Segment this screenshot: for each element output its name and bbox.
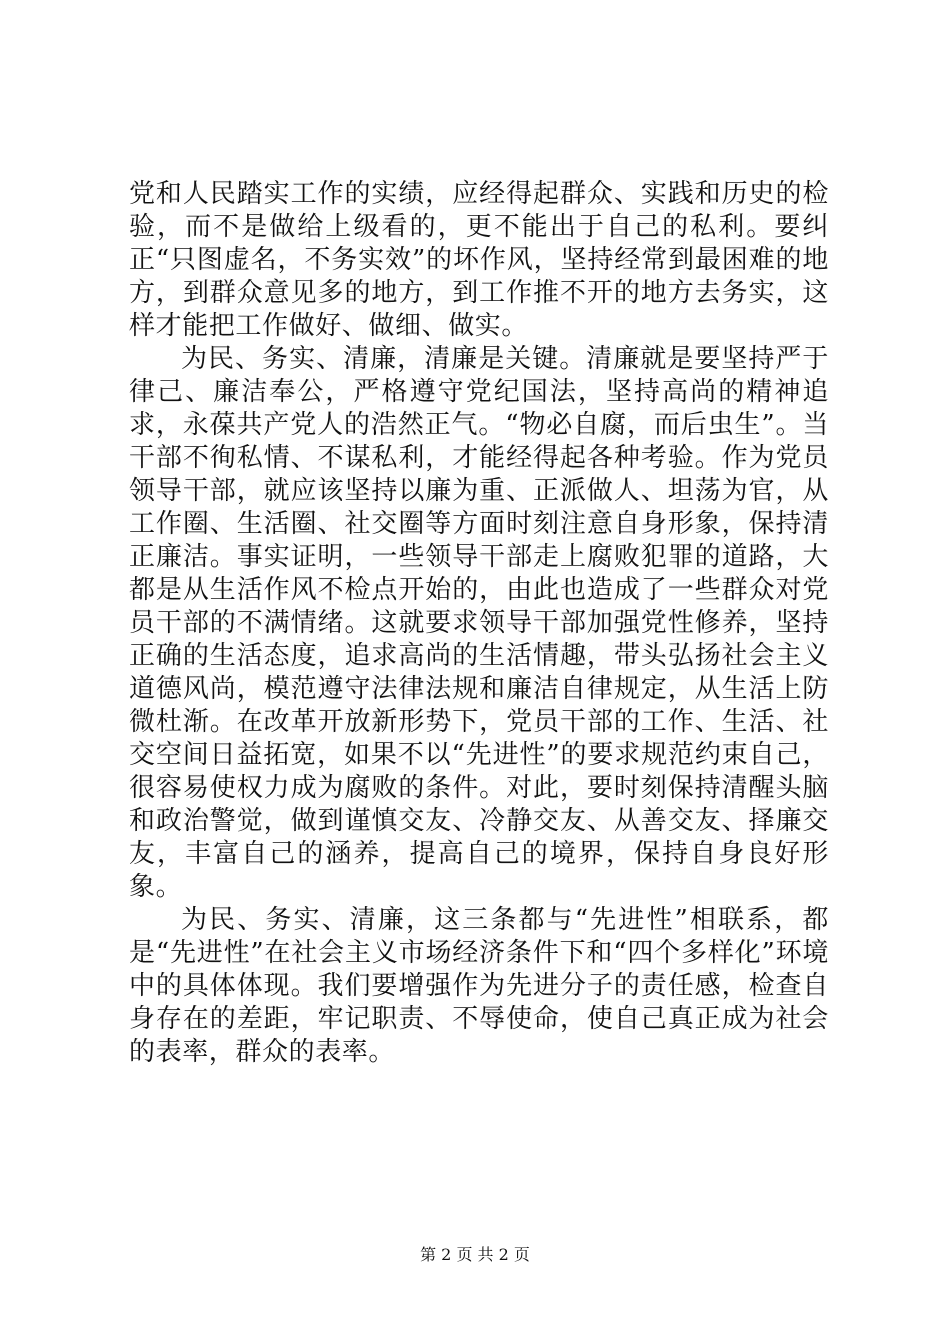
document-body	[129, 178, 829, 1069]
paragraph-3: 为民、务实、清廉，这三条都与“先进性”相联系，都是“先进性”在社会主义市场经济条件下和“四个多样化”环境中的具体体现。我们要增强作为先进分子的责任感，检查自身存在的差距，牢记职责、不辱使命，使自己真正成为社会的表率，群众的表率。	[129, 905, 829, 1067]
page-footer: 第 2 页 共 2 页	[420, 1245, 530, 1264]
paragraph-1: 党和人民踏实工作的实绩，应经得起群众、实践和历史的检验，而不是做给上级看的，更不能出于自己的私利。要纠正“只图虚名，不务实效”的坏作风，坚持经常到最困难的地方，到群众意见多的地方，到工作推不开的地方去务实，这样才能把工作做好、做细、做实。	[129, 179, 829, 341]
paragraph-2: 为民、务实、清廉，清廉是关键。清廉就是要坚持严于律己、廉洁奉公，严格遵守党纪国法，坚持高尚的精神追求，永葆共产党人的浩然正气。“物必自腐，而后虫生”。当干部不徇私情、不谋私利，才能经得起各种考验。作为党员领导干部，就应该坚持以廉为重、正派做人、坦荡为官，从工作圈、生活圈、社交圈等方面时刻注意自身形象，保持清正廉洁。事实证明，一些领导干部走上腐败犯罪的道路，大都是从生活作风不检点开始的，由此也造成了一些群众对党员干部的不满情绪。这就要求领导干部加强党性修养，坚持正确的生活态度，追求高尚的生活情趣，带头弘扬社会主义道德风尚，模范遵守法律法规和廉洁自律规定，从生活上防微杜渐。在改革开放新形势下，党员干部的工作、生活、社交空间日益拓宽，如果不以“先进性”的要求规范约束自己，很容易使权力成为腐败的条件。对此，要时刻保持清醒头脑和政治警觉，做到谨慎交友、冷静交友、从善交友、择廉交友，丰富自己的涵养，提高自己的境界，保持自身良好形象。	[129, 344, 829, 902]
